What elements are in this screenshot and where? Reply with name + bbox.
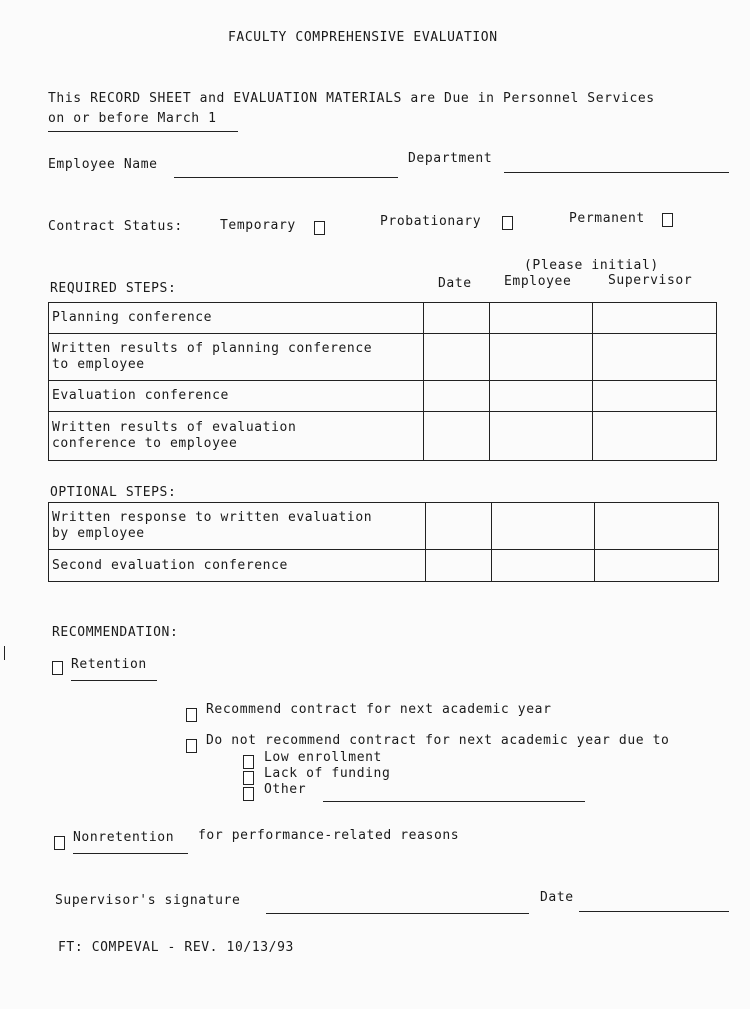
employee-initial-cell[interactable] <box>490 303 593 334</box>
other-reason-field[interactable] <box>323 801 585 802</box>
required-steps-table <box>48 302 717 461</box>
table-row <box>49 381 717 412</box>
supervisor-signature-field[interactable] <box>266 913 529 914</box>
date-cell[interactable] <box>424 412 490 461</box>
intro-line-1: This RECORD SHEET and EVALUATION MATERIALS are Due in Personnel Services <box>48 91 655 106</box>
nonretention-checkbox[interactable] <box>54 836 65 850</box>
date-cell[interactable] <box>426 503 492 550</box>
permanent-label: Permanent <box>569 211 645 226</box>
please-initial-label: (Please initial) <box>524 258 659 273</box>
retention-label: Retention <box>71 657 147 672</box>
supervisor-initial-cell[interactable] <box>593 334 717 381</box>
probationary-label: Probationary <box>380 214 482 229</box>
employee-initial-cell[interactable] <box>492 503 595 550</box>
supervisor-column-header: Supervisor <box>608 273 693 288</box>
probationary-checkbox[interactable] <box>502 216 513 230</box>
employee-initial-cell[interactable] <box>490 334 593 381</box>
nonretention-reason-label: for performance-related reasons <box>198 828 460 843</box>
other-checkbox[interactable] <box>243 787 254 801</box>
supervisor-initial-cell[interactable] <box>595 550 719 582</box>
employee-name-label: Employee Name <box>48 157 158 172</box>
temporary-label: Temporary <box>220 218 296 233</box>
optional-steps-table <box>48 502 719 582</box>
form-title: FACULTY COMPREHENSIVE EVALUATION <box>228 30 498 45</box>
margin-mark <box>4 646 5 660</box>
optional-steps-label: OPTIONAL STEPS: <box>50 485 177 500</box>
retention-underline <box>71 680 157 681</box>
supervisor-initial-cell[interactable] <box>593 412 717 461</box>
other-label: Other <box>264 782 307 797</box>
retention-checkbox[interactable] <box>52 661 63 675</box>
lack-of-funding-label: Lack of funding <box>264 766 391 781</box>
department-field[interactable] <box>504 172 729 173</box>
employee-initial-cell[interactable] <box>490 412 593 461</box>
recommend-contract-checkbox[interactable] <box>186 708 197 722</box>
date-cell[interactable] <box>426 550 492 582</box>
department-label: Department <box>408 151 493 166</box>
employee-initial-cell[interactable] <box>490 381 593 412</box>
step-label: Second evaluation conference <box>49 550 426 582</box>
do-not-recommend-checkbox[interactable] <box>186 739 197 753</box>
step-label: Written response to written evaluation by employee <box>49 503 426 550</box>
step-label: Written results of planning conference to employee <box>49 334 424 381</box>
date-cell[interactable] <box>424 381 490 412</box>
nonretention-underline <box>73 853 188 854</box>
table-row <box>49 550 719 582</box>
table-row <box>49 334 717 381</box>
low-enrollment-label: Low enrollment <box>264 750 382 765</box>
step-label: Evaluation conference <box>49 381 424 412</box>
intro-underline <box>48 131 238 132</box>
date-cell[interactable] <box>424 334 490 381</box>
table-row <box>49 412 717 461</box>
do-not-recommend-label: Do not recommend contract for next academic year due to <box>206 733 670 748</box>
intro-line-2: on or before March 1 <box>48 111 217 126</box>
employee-name-field[interactable] <box>174 177 398 178</box>
lack-of-funding-checkbox[interactable] <box>243 771 254 785</box>
supervisor-initial-cell[interactable] <box>593 381 717 412</box>
table-row <box>49 503 719 550</box>
required-steps-label: REQUIRED STEPS: <box>50 281 177 296</box>
step-label: Planning conference <box>49 303 424 334</box>
contract-status-label: Contract Status: <box>48 219 183 234</box>
signature-date-field[interactable] <box>579 911 729 912</box>
date-column-header: Date <box>438 276 472 291</box>
permanent-checkbox[interactable] <box>662 213 673 227</box>
low-enrollment-checkbox[interactable] <box>243 755 254 769</box>
employee-initial-cell[interactable] <box>492 550 595 582</box>
supervisor-initial-cell[interactable] <box>593 303 717 334</box>
signature-date-label: Date <box>540 890 574 905</box>
employee-column-header: Employee <box>504 274 572 289</box>
recommendation-label: RECOMMENDATION: <box>52 625 179 640</box>
table-row <box>49 303 717 334</box>
temporary-checkbox[interactable] <box>314 221 325 235</box>
supervisor-initial-cell[interactable] <box>595 503 719 550</box>
supervisor-signature-label: Supervisor's signature <box>55 893 241 908</box>
recommend-contract-label: Recommend contract for next academic year <box>206 702 552 717</box>
date-cell[interactable] <box>424 303 490 334</box>
step-label: Written results of evaluation conference to employee <box>49 412 424 461</box>
form-footer: FT: COMPEVAL - REV. 10/13/93 <box>58 940 294 955</box>
nonretention-label: Nonretention <box>73 830 175 845</box>
